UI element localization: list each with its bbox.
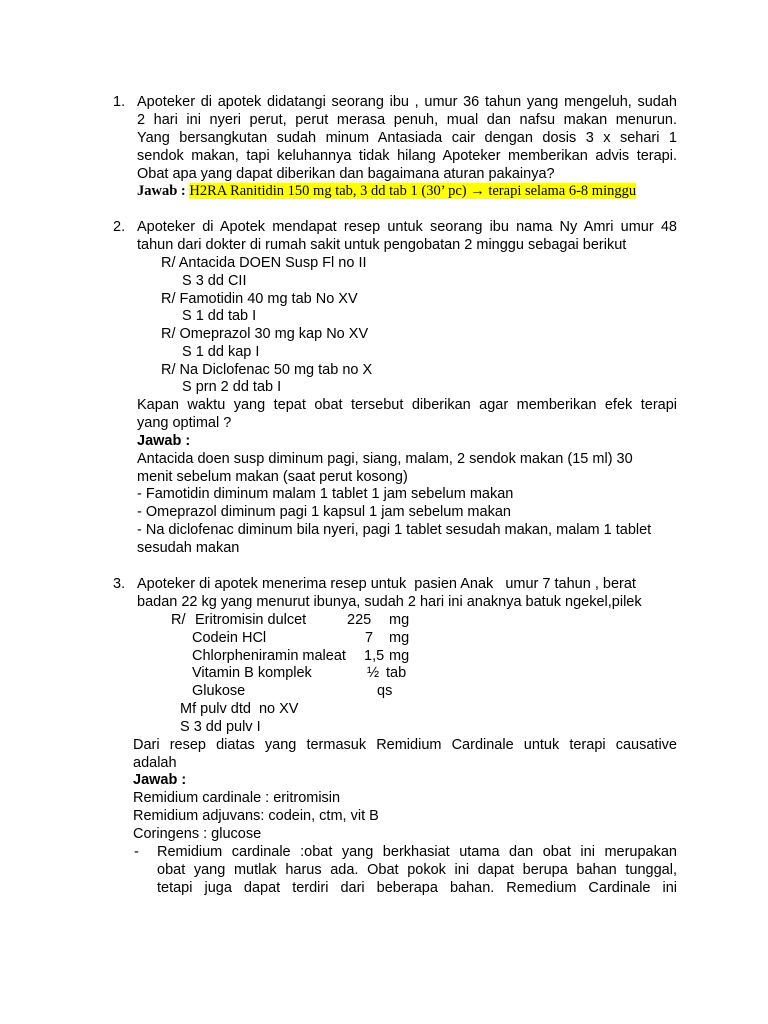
q3-bullet-line-1: Remidium cardinale :obat yang berkhasiat utama dan obat ini merupakan [157, 844, 677, 860]
q2-question-2: yang optimal ? [137, 415, 232, 431]
q3-rx-qty: qs [377, 683, 393, 699]
q3-answer-3: Coringens : glucose [133, 826, 262, 842]
q3-rx-name: Vitamin B komplek [192, 665, 312, 681]
q2-answer-6: sesudah makan [137, 540, 240, 556]
q2-answer-4: - Omeprazol diminum pagi 1 kapsul 1 jam sebelum makan [137, 504, 511, 520]
q2-number: 2. [113, 219, 126, 235]
q1-line-2: 2 hari ini nyeri perut, perut merasa penuh, mual dan nafsu makan menurun. [137, 112, 677, 128]
q2-rx-6: S 1 dd kap I [182, 344, 260, 360]
q3-bullet: - [134, 844, 139, 860]
q2-rx-1: R/ Antacida DOEN Susp Fl no II [161, 255, 367, 271]
q2-line-2: tahun dari dokter di rumah sakit untuk pengobatan 2 minggu sebagai berikut [137, 237, 627, 253]
q2-answer-label: Jawab : [137, 433, 191, 449]
q3-number: 3. [113, 576, 126, 592]
q3-answer-label: Jawab : [133, 772, 187, 788]
q2-rx-4: S 1 dd tab I [182, 308, 257, 324]
q1-answer [137, 183, 636, 200]
q3-question-1: Dari resep diatas yang termasuk Remidium Cardinale untuk terapi causative [133, 737, 677, 753]
q1-line-3: Yang bersangkutan sudah minum Antasiada cair dengan dosis 3 x sehari 1 [137, 130, 677, 146]
q2-answer-3: - Famotidin diminum malam 1 tablet 1 jam sebelum makan [137, 486, 514, 502]
q1-answer-label: Jawab : [137, 183, 186, 199]
q3-rx-unit: mg [389, 648, 410, 664]
q3-rx-unit: mg [389, 630, 410, 646]
q2-question-1: Kapan waktu yang tepat obat tersebut diberikan agar memberikan efek terapi [137, 397, 677, 413]
q2-rx-8: S prn 2 dd tab I [182, 379, 282, 395]
q3-rx-qty: 7 [365, 630, 374, 646]
q1-line-4: sendok makan, tapi keluhannya tidak hilang Apoteker memberikan advis terapi. [137, 148, 677, 164]
q3-rx-qty: 225 [347, 612, 372, 628]
q3-line-1: Apoteker di apotek menerima resep untuk pasien Anak umur 7 tahun , berat [137, 576, 636, 592]
q3-rx-name: Chlorpheniramin maleat [192, 648, 346, 664]
q3-answer-1: Remidium cardinale : eritromisin [133, 790, 341, 806]
q1-answer-text: H2RA Ranitidin 150 mg tab, 3 dd tab 1 (30’ pc) → terapi selama 6-8 minggu [189, 183, 637, 199]
q3-rx-name: Eritromisin dulcet [195, 612, 307, 628]
q2-answer-1: Antacida doen susp diminum pagi, siang, malam, 2 sendok makan (15 ml) 30 [137, 451, 633, 467]
q2-rx-7: R/ Na Diclofenac 50 mg tab no X [161, 362, 373, 378]
q3-rx-qty: 1,5 [364, 648, 385, 664]
q2-answer-2: menit sebelum makan (saat perut kosong) [137, 469, 408, 485]
q2-rx-2: S 3 dd CII [182, 273, 247, 289]
q3-question-2: adalah [133, 755, 177, 771]
q2-answer-5: - Na diclofenac diminum bila nyeri, pagi 1 tablet sesudah makan, malam 1 tablet [137, 522, 652, 538]
q3-rx-qty: ½ [367, 665, 380, 681]
q2-line-1: Apoteker di Apotek mendapat resep untuk seorang ibu nama Ny Amri umur 48 [137, 219, 677, 235]
q3-rx-footer-1: Mf pulv dtd no XV [180, 701, 299, 717]
q3-rx-footer-2: S 3 dd pulv I [180, 719, 261, 735]
q3-rx-name: Codein HCl [192, 630, 267, 646]
q3-bullet-line-2: obat yang mutlak harus ada. Obat pokok ini dapat berupa bahan tunggal, [157, 862, 677, 878]
q3-rx-unit: mg [389, 612, 410, 628]
q3-answer-2: Remidium adjuvans: codein, ctm, vit B [133, 808, 379, 824]
q1-line-1: Apoteker di apotek didatangi seorang ibu , umur 36 tahun yang mengeluh, sudah [137, 94, 677, 110]
q2-rx-5: R/ Omeprazol 30 mg kap No XV [161, 326, 369, 342]
q3-rx-unit: tab [386, 665, 407, 681]
q2-rx-3: R/ Famotidin 40 mg tab No XV [161, 291, 358, 307]
q1-number: 1. [113, 94, 126, 110]
q3-bullet-line-3: tetapi juga dapat terdiri dari beberapa bahan. Remedium Cardinale ini [157, 880, 677, 896]
q3-rx-name: Glukose [192, 683, 246, 699]
q1-line-5: Obat apa yang dapat diberikan dan bagaimana aturan pakainya? [137, 166, 555, 182]
q3-rx-prefix: R/ [171, 612, 186, 628]
q3-line-2: badan 22 kg yang menurut ibunya, sudah 2 hari ini anaknya batuk ngekel,pilek [137, 594, 642, 610]
